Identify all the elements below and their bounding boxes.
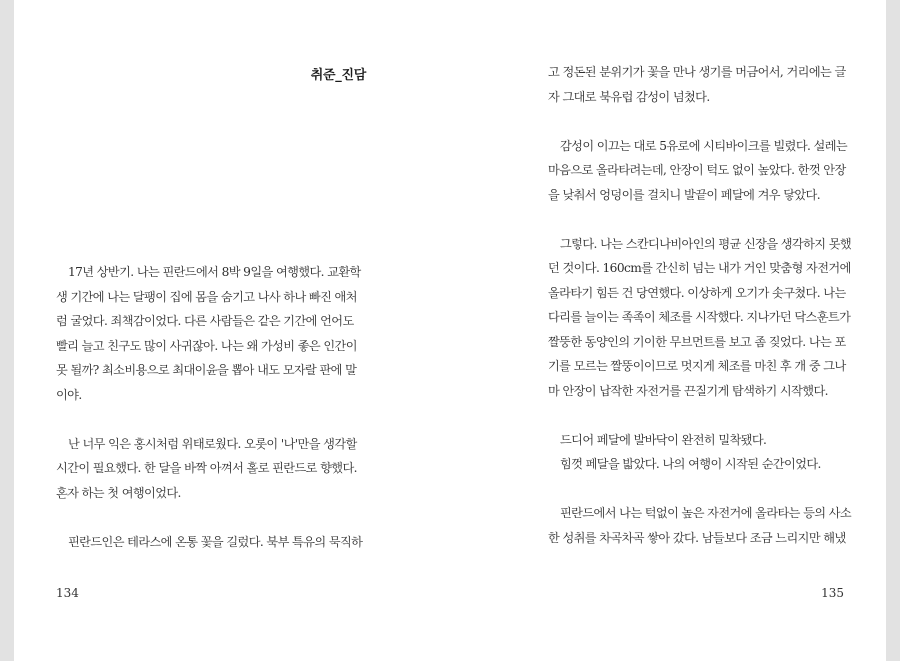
text-line: 자 그대로 북유럽 감성이 넘쳤다. [548, 89, 710, 104]
paragraph-gap [548, 477, 862, 502]
text-line: 럼 굴었다. 죄책감이었다. 다른 사람들은 같은 기간에 언어도 [56, 314, 354, 328]
text-line: 기를 모르는 짤뚱이이므로 멋지게 체조를 마친 후 개 중 그나 [548, 359, 846, 373]
text-line: 짤뚱한 동양인의 기이한 무브먼트를 보고 좀 짖었다. 나는 포 [548, 334, 846, 349]
paragraph-gap [56, 505, 366, 530]
text-line: 힘껏 페달을 밟았다. 나의 여행이 시작된 순간이었다. [560, 457, 821, 471]
text-line: 핀란드인은 테라스에 온통 꽃을 길렀다. 북부 특유의 묵직하 [68, 534, 363, 549]
text-line: 생 기간에 나는 달팽이 집에 몸을 숨기고 나사 하나 빠진 애처 [56, 289, 357, 304]
text-line: 한 성취를 차곡차곡 쌓아 갔다. 남들보다 조금 느리지만 해냈 [548, 530, 846, 545]
text-line: 올라타기 힘든 건 당연했다. 이상하게 오기가 솟구쳤다. 나는 [548, 285, 846, 300]
text-line: 드디어 페달에 발바닥이 완전히 밀착됐다. [560, 432, 767, 447]
text-line: 마음으로 올라타려는데, 안장이 턱도 없이 높았다. 한껏 안장 [548, 163, 846, 177]
text-line: 이야. [56, 387, 82, 402]
text-line: 핀란드에서 나는 턱없이 높은 자전거에 올라타는 등의 사소 [560, 506, 852, 520]
text-line: 던 것이다. 160cm를 간신히 넘는 내가 거인 맞춤형 자전거에 [548, 261, 851, 275]
right-page [450, 0, 886, 661]
text-line: 못 될까? 최소비용으로 최대이윤을 뽑아 내도 모자랄 판에 말 [56, 363, 357, 377]
left-page [14, 0, 450, 661]
left-page-body [56, 260, 366, 554]
paragraph-gap [548, 109, 862, 134]
page-number: 134 [56, 586, 79, 600]
text-line: 을 낮춰서 엉덩이를 걸치니 발끝이 페달에 겨우 닿았다. [548, 187, 821, 202]
text-line: 난 너무 익은 홍시처럼 위태로웠다. 오롯이 '나'만을 생각할 [68, 436, 357, 451]
text-line: 혼자 하는 첫 여행이었다. [56, 485, 181, 500]
text-line: 감성이 이끄는 대로 5유로에 시티바이크를 빌렸다. 설레는 [560, 138, 848, 153]
text-line: 빨리 늘고 친구도 많이 사귀잖아. 나는 왜 가성비 좋은 인간이 [56, 338, 357, 353]
text-line: 시간이 필요했다. 한 달을 바짝 아껴서 홀로 핀란드로 향했다. [56, 461, 357, 475]
right-page-body [548, 60, 862, 550]
text-line: 그렇다. 나는 스칸디나비아인의 평균 신장을 생각하지 못했 [560, 236, 852, 251]
text-line: 17년 상반기. 나는 핀란드에서 8박 9일을 여행했다. 교환학 [68, 265, 361, 279]
page-number: 135 [821, 586, 844, 600]
text-line: 고 정돈된 분위기가 꽃을 만나 생기를 머금어서, 거리에는 글 [548, 65, 846, 79]
paragraph-gap [56, 407, 366, 432]
text-line: 마 안장이 납작한 자전거를 끈질기게 탐색하기 시작했다. [548, 383, 828, 398]
paragraph-gap [548, 207, 862, 232]
book-spread [14, 0, 886, 661]
text-line: 다리를 늘이는 족족이 체조를 시작했다. 지나가던 닥스훈트가 [548, 310, 851, 324]
paragraph-gap [548, 403, 862, 428]
running-title: 취준_진담 [310, 68, 366, 83]
